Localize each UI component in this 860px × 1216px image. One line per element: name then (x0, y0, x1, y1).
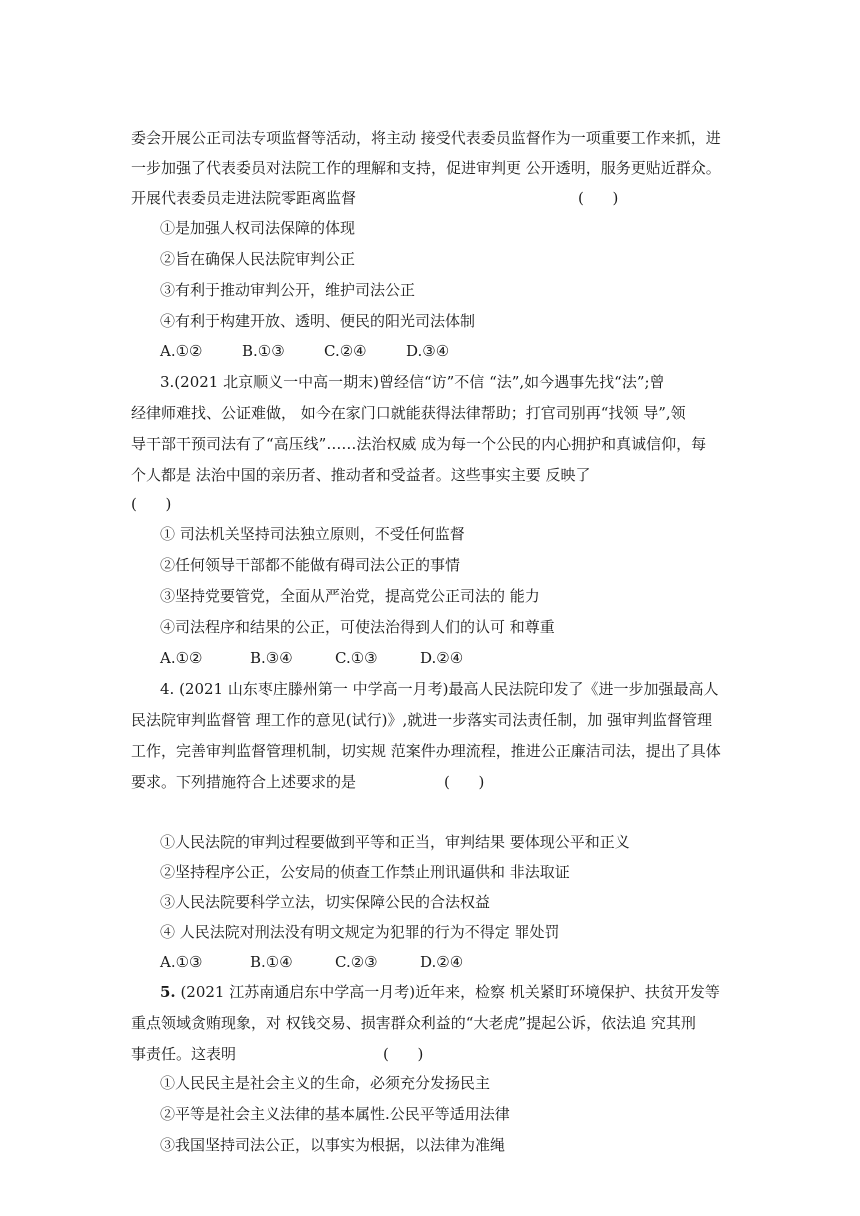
q2-option-d: D.③④ (406, 342, 450, 360)
q4-stem-line-3: 工作，完善审判监督管理机制，切实规 范案件办理流程，推进公正廉洁司法，提出了具体 (131, 742, 721, 760)
q5-stem-line-2: 重点领域贪贿现象，对 权钱交易、损害群众利益的“大老虎”提起公诉，依法追 究其刑 (131, 1014, 696, 1032)
q5-statement-1: ①人民民主是社会主义的生命，必须充分发扬民主 (160, 1074, 491, 1092)
q4-option-b: B.①④ (250, 953, 293, 971)
q4-option-a: A.①③ (160, 953, 203, 971)
q4-stem-line-4: 要求。下列措施符合上述要求的是 (131, 773, 357, 791)
q2-option-b: B.①③ (242, 342, 285, 360)
q3-statement-2: ②任何领导干部都不能做有碍司法公正的事情 (160, 556, 461, 574)
q3-stem-line-2: 经律师难找、公证难做， 如今在家门口就能获得法律帮助；打官司别再“找领 导”,领 (131, 404, 686, 422)
q5-stem-line-1 (160, 982, 730, 1002)
q3-stem-line-3: 导干部干预司法有了“高压线”……法治权威 成为每一个公民的内心拥护和真诚信仰，每 (131, 435, 707, 453)
q4-option-c: C.②③ (335, 953, 378, 971)
q2-stem-line-2: 一步加强了代表委员对法院工作的理解和支持，促进审判更 公开透明，服务更贴近群众。 (131, 159, 721, 177)
q3-option-b: B.③④ (250, 649, 293, 667)
q2-option-c: C.②④ (324, 342, 367, 360)
q2-options (160, 341, 720, 361)
q2-stem-line-3: 开展代表委员走进法院零距离监督 (131, 189, 357, 207)
q3-statement-3: ③坚持党要管党，全面从严治党，提高党公正司法的 能力 (160, 587, 540, 605)
q4-stem-line-2: 民法院审判监督管 理工作的意见(试行)》,就进一步落实司法责任制，加 强审判监督管理 (131, 711, 713, 729)
q2-answer-paren: ( ) (578, 189, 619, 207)
q3-answer-paren: ( ) (131, 495, 172, 513)
q3-options (160, 648, 720, 668)
q4-statement-3: ③人民法院要科学立法，切实保障公民的合法权益 (160, 893, 491, 911)
q4-statement-4: ④ 人民法院对刑法没有明文规定为犯罪的行为不得定 罪处罚 (160, 923, 560, 941)
q2-statement-3: ③有利于推动审判公开，维护司法公正 (160, 281, 416, 299)
q2-statement-4: ④有利于构建开放、透明、便民的阳光司法体制 (160, 312, 476, 330)
q3-option-c: C.①③ (335, 649, 378, 667)
q2-statement-2: ②旨在确保人民法院审判公正 (160, 250, 356, 268)
q3-option-d: D.②④ (420, 649, 464, 667)
q3-stem-line-1: 3.(2021 北京顺义一中高一期末)曾经信“访”不信 “法”,如今遇事先找“法”;曾 (160, 373, 665, 391)
q5-stem-line-3: 事责任。这表明 (131, 1045, 237, 1063)
q4-options (160, 952, 720, 972)
q3-stem-line-4: 个人都是 法治中国的亲历者、推动者和受益者。这些事实主要 反映了 (131, 466, 591, 484)
q4-statement-1: ①人民法院的审判过程要做到平等和正当，审判结果 要体现公平和正义 (160, 833, 630, 851)
q2-statement-1: ①是加强人权司法保障的体现 (160, 219, 356, 237)
q3-option-a: A.①② (160, 649, 203, 667)
q5-number: 5. (160, 983, 176, 1001)
q4-stem-line-1: 4. (2021 山东枣庄滕州第一 中学高一月考)最高人民法院印发了《进一步加强最高人 (160, 680, 719, 698)
q2-stem-line-1: 委会开展公正司法专项监督等活动，将主动 接受代表委员监督作为一项重要工作来抓，进 (131, 129, 721, 147)
q3-statement-4: ④司法程序和结果的公正，可使法治得到人们的认可 和尊重 (160, 618, 555, 636)
q5-stem-first-rest: (2021 江苏南通启东中学高一月考)近年来，检察 机关紧盯环境保护、扶贫开发等 (175, 983, 720, 1001)
q4-answer-paren: ( ) (444, 773, 485, 791)
q3-statement-1: ① 司法机关坚持司法独立原则，不受任何监督 (160, 525, 465, 543)
q5-answer-paren: ( ) (383, 1045, 424, 1063)
q5-statement-2: ②平等是社会主义法律的基本属性.公民平等适用法律 (160, 1105, 510, 1123)
q2-option-a: A.①② (160, 342, 203, 360)
q5-statement-3: ③我国坚持司法公正，以事实为根据，以法律为准绳 (160, 1136, 506, 1154)
q4-option-d: D.②④ (420, 953, 464, 971)
q4-statement-2: ②坚持程序公正，公安局的侦查工作禁止刑讯逼供和 非法取证 (160, 863, 570, 881)
